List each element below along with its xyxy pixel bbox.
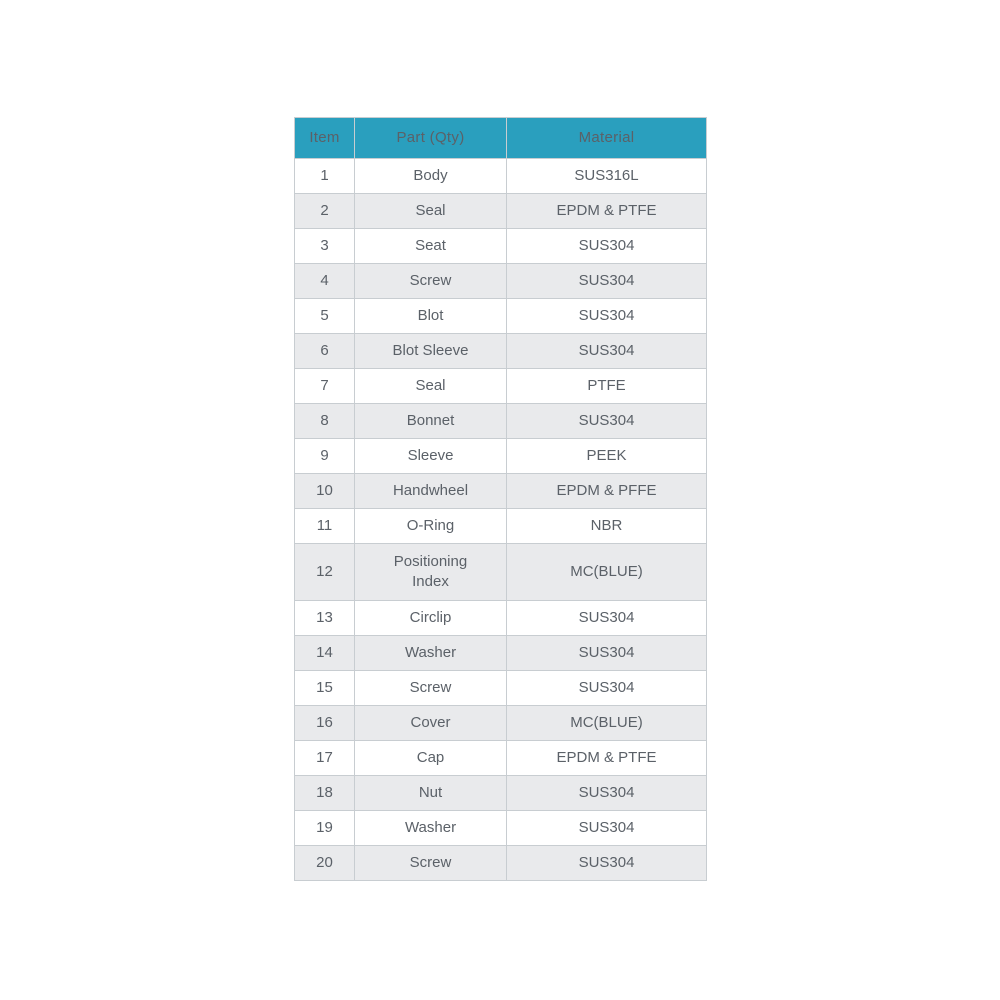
cell-part: Cap	[355, 741, 507, 776]
cell-item: 19	[295, 811, 355, 846]
cell-material: SUS304	[507, 846, 707, 881]
cell-material: SUS304	[507, 601, 707, 636]
cell-item: 16	[295, 706, 355, 741]
cell-item: 18	[295, 776, 355, 811]
cell-material: EPDM & PFFE	[507, 474, 707, 509]
cell-material: SUS304	[507, 811, 707, 846]
table-body	[295, 159, 707, 881]
cell-material: SUS304	[507, 264, 707, 299]
cell-material: SUS304	[507, 636, 707, 671]
cell-material: PEEK	[507, 439, 707, 474]
cell-part: Screw	[355, 264, 507, 299]
column-header-item: Item	[295, 118, 355, 159]
table-row	[295, 334, 707, 369]
table-row	[295, 194, 707, 229]
cell-part: Washer	[355, 636, 507, 671]
cell-item: 9	[295, 439, 355, 474]
cell-material: SUS304	[507, 776, 707, 811]
table-header	[295, 118, 707, 159]
cell-item: 7	[295, 369, 355, 404]
table-row	[295, 299, 707, 334]
cell-item: 3	[295, 229, 355, 264]
cell-material: SUS316L	[507, 159, 707, 194]
cell-part: Circlip	[355, 601, 507, 636]
cell-item: 2	[295, 194, 355, 229]
cell-material: NBR	[507, 509, 707, 544]
cell-item: 13	[295, 601, 355, 636]
cell-part-line1: Positioning	[393, 552, 468, 570]
cell-part: Seal	[355, 194, 507, 229]
cell-part: Nut	[355, 776, 507, 811]
table-row	[295, 509, 707, 544]
cell-material: EPDM & PTFE	[507, 741, 707, 776]
cell-part: O-Ring	[355, 509, 507, 544]
table-row	[295, 671, 707, 706]
table-row	[295, 811, 707, 846]
parts-list-table	[294, 117, 707, 881]
cell-part: Blot	[355, 299, 507, 334]
cell-part-line2: Index	[412, 573, 449, 590]
cell-item: 15	[295, 671, 355, 706]
cell-item: 10	[295, 474, 355, 509]
cell-part: Handwheel	[355, 474, 507, 509]
cell-item: 6	[295, 334, 355, 369]
cell-material: MC(BLUE)	[507, 544, 707, 601]
cell-material: SUS304	[507, 334, 707, 369]
cell-part: Bonnet	[355, 404, 507, 439]
table-header-row	[295, 118, 707, 159]
table-row	[295, 741, 707, 776]
cell-item: 20	[295, 846, 355, 881]
cell-item: 11	[295, 509, 355, 544]
cell-part: Body	[355, 159, 507, 194]
table-row	[295, 544, 707, 601]
cell-item: 14	[295, 636, 355, 671]
table-row	[295, 404, 707, 439]
table-row	[295, 601, 707, 636]
cell-part: Blot Sleeve	[355, 334, 507, 369]
table-row	[295, 474, 707, 509]
cell-part: Screw	[355, 846, 507, 881]
table-row	[295, 846, 707, 881]
cell-part: Washer	[355, 811, 507, 846]
cell-item: 1	[295, 159, 355, 194]
cell-material: SUS304	[507, 299, 707, 334]
table-row	[295, 439, 707, 474]
cell-item: 5	[295, 299, 355, 334]
table-row	[295, 264, 707, 299]
cell-item: 8	[295, 404, 355, 439]
parts-table-container	[294, 117, 706, 881]
table-row	[295, 636, 707, 671]
table-row	[295, 229, 707, 264]
cell-material: EPDM & PTFE	[507, 194, 707, 229]
cell-part: Seat	[355, 229, 507, 264]
table-row	[295, 159, 707, 194]
cell-material: SUS304	[507, 671, 707, 706]
cell-part: Sleeve	[355, 439, 507, 474]
table-row	[295, 706, 707, 741]
cell-material: PTFE	[507, 369, 707, 404]
table-row	[295, 369, 707, 404]
cell-item: 17	[295, 741, 355, 776]
cell-part	[355, 544, 507, 601]
cell-part: Seal	[355, 369, 507, 404]
cell-part: Cover	[355, 706, 507, 741]
cell-material: SUS304	[507, 229, 707, 264]
cell-item: 12	[295, 544, 355, 601]
column-header-material: Material	[507, 118, 707, 159]
table-row	[295, 776, 707, 811]
cell-part: Screw	[355, 671, 507, 706]
column-header-part: Part (Qty)	[355, 118, 507, 159]
cell-material: MC(BLUE)	[507, 706, 707, 741]
cell-material: SUS304	[507, 404, 707, 439]
cell-item: 4	[295, 264, 355, 299]
